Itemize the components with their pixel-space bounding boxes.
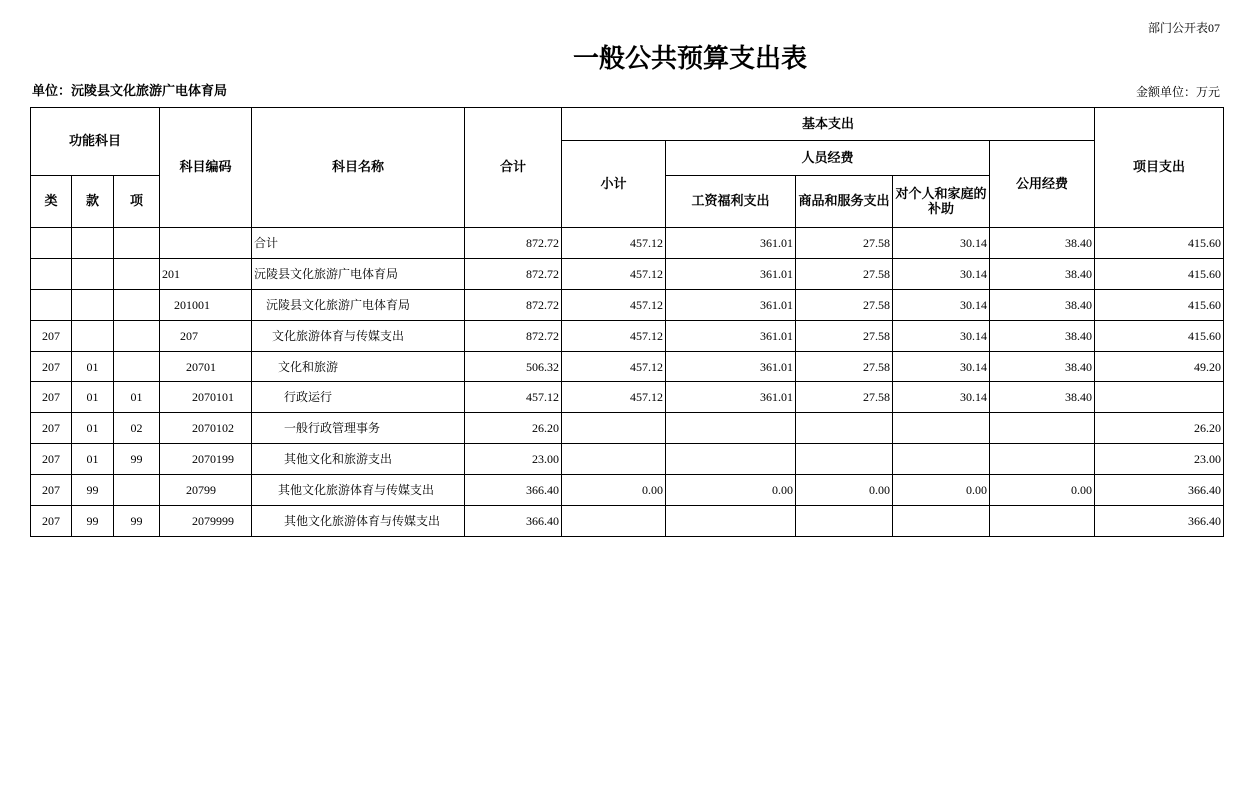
- cell-total: 366.40: [465, 506, 562, 537]
- cell-xiang: [114, 290, 160, 321]
- cell-goods-services: 27.58: [796, 290, 893, 321]
- header-total: 合计: [465, 108, 562, 228]
- header-subject-code: 科目编码: [160, 108, 252, 228]
- cell-xiang: [114, 321, 160, 352]
- cell-public-expenses: 38.40: [990, 228, 1095, 259]
- table-body: [31, 228, 1224, 537]
- header-basic-expenditure: 基本支出: [562, 108, 1095, 141]
- cell-household-subsidy: 30.14: [893, 228, 990, 259]
- cell-project-expenditure: 415.60: [1095, 228, 1224, 259]
- cell-household-subsidy: 0.00: [893, 475, 990, 506]
- cell-wages-welfare: 361.01: [666, 290, 796, 321]
- header-lei: 类: [31, 176, 72, 228]
- header-project-expenditure: 项目支出: [1095, 108, 1224, 228]
- cell-wages-welfare: [666, 444, 796, 475]
- cell-lei: 207: [31, 444, 72, 475]
- cell-xiang: [114, 352, 160, 382]
- cell-kuan: 99: [72, 506, 114, 537]
- cell-public-expenses: 38.40: [990, 321, 1095, 352]
- expenditure-table: [30, 107, 1224, 537]
- cell-total: 872.72: [465, 321, 562, 352]
- header-xiang: 项: [114, 176, 160, 228]
- amount-unit-label: 金额单位：万元: [1135, 85, 1220, 99]
- cell-xiang: [114, 259, 160, 290]
- cell-project-expenditure: 415.60: [1095, 259, 1224, 290]
- cell-public-expenses: 38.40: [990, 382, 1095, 413]
- cell-goods-services: 27.58: [796, 259, 893, 290]
- cell-kuan: 01: [72, 352, 114, 382]
- cell-subject-code: 2079999: [160, 506, 252, 537]
- cell-lei: 207: [31, 413, 72, 444]
- cell-total: 506.32: [465, 352, 562, 382]
- cell-project-expenditure: 366.40: [1095, 506, 1224, 537]
- cell-lei: [31, 290, 72, 321]
- cell-project-expenditure: 49.20: [1095, 352, 1224, 382]
- cell-subject-code: 2070199: [160, 444, 252, 475]
- header-public-expenses: 公用经费: [990, 141, 1095, 228]
- cell-basic-subtotal: 457.12: [562, 352, 666, 382]
- cell-household-subsidy: 30.14: [893, 352, 990, 382]
- cell-basic-subtotal: 457.12: [562, 259, 666, 290]
- cell-subject-code: 20799: [160, 475, 252, 506]
- unit-label: 单位：沅陵县文化旅游广电体育局: [32, 84, 228, 99]
- table-row: [31, 413, 1224, 444]
- cell-subject-name: 沅陵县文化旅游广电体育局: [252, 290, 465, 321]
- cell-household-subsidy: [893, 506, 990, 537]
- cell-project-expenditure: 415.60: [1095, 290, 1224, 321]
- cell-lei: 207: [31, 382, 72, 413]
- header-wages-welfare: 工资福利支出: [666, 176, 796, 228]
- cell-lei: 207: [31, 506, 72, 537]
- cell-subject-name: 其他文化旅游体育与传媒支出: [252, 475, 465, 506]
- cell-subject-name: 合计: [252, 228, 465, 259]
- cell-total: 872.72: [465, 290, 562, 321]
- cell-kuan: 01: [72, 382, 114, 413]
- cell-total: 366.40: [465, 475, 562, 506]
- cell-basic-subtotal: 0.00: [562, 475, 666, 506]
- cell-goods-services: [796, 506, 893, 537]
- cell-kuan: 01: [72, 413, 114, 444]
- cell-public-expenses: [990, 413, 1095, 444]
- cell-total: 872.72: [465, 228, 562, 259]
- cell-total: 26.20: [465, 413, 562, 444]
- table-row: [31, 444, 1224, 475]
- header-goods-services: 商品和服务支出: [796, 176, 893, 228]
- cell-goods-services: 27.58: [796, 321, 893, 352]
- cell-household-subsidy: 30.14: [893, 321, 990, 352]
- cell-goods-services: [796, 413, 893, 444]
- cell-lei: 207: [31, 352, 72, 382]
- form-number-label: 部门公开表07: [1147, 21, 1220, 35]
- table-header: [31, 108, 1224, 228]
- cell-household-subsidy: 30.14: [893, 382, 990, 413]
- cell-basic-subtotal: [562, 444, 666, 475]
- cell-household-subsidy: [893, 413, 990, 444]
- cell-kuan: 99: [72, 475, 114, 506]
- cell-subject-code: [160, 228, 252, 259]
- cell-xiang: 99: [114, 506, 160, 537]
- cell-lei: 207: [31, 475, 72, 506]
- table-row: [31, 382, 1224, 413]
- cell-project-expenditure: [1095, 382, 1224, 413]
- table-row: [31, 228, 1224, 259]
- cell-goods-services: 27.58: [796, 352, 893, 382]
- cell-project-expenditure: 23.00: [1095, 444, 1224, 475]
- cell-kuan: [72, 259, 114, 290]
- cell-subject-name: 行政运行: [252, 382, 465, 413]
- cell-kuan: [72, 321, 114, 352]
- cell-public-expenses: 38.40: [990, 352, 1095, 382]
- table-row: [31, 352, 1224, 382]
- header-personnel-expenses: 人员经费: [666, 141, 990, 176]
- cell-xiang: 99: [114, 444, 160, 475]
- table-row: [31, 506, 1224, 537]
- cell-project-expenditure: 26.20: [1095, 413, 1224, 444]
- cell-lei: [31, 259, 72, 290]
- cell-subject-name: 文化旅游体育与传媒支出: [252, 321, 465, 352]
- cell-lei: 207: [31, 321, 72, 352]
- cell-public-expenses: 38.40: [990, 290, 1095, 321]
- cell-subject-name: 其他文化和旅游支出: [252, 444, 465, 475]
- cell-public-expenses: [990, 506, 1095, 537]
- cell-subject-code: 201: [160, 259, 252, 290]
- cell-goods-services: 27.58: [796, 228, 893, 259]
- cell-goods-services: 0.00: [796, 475, 893, 506]
- cell-lei: [31, 228, 72, 259]
- cell-subject-name: 一般行政管理事务: [252, 413, 465, 444]
- cell-wages-welfare: 361.01: [666, 259, 796, 290]
- cell-basic-subtotal: 457.12: [562, 321, 666, 352]
- cell-wages-welfare: 361.01: [666, 228, 796, 259]
- cell-subject-code: 201001: [160, 290, 252, 321]
- cell-subject-code: 20701: [160, 352, 252, 382]
- cell-wages-welfare: 0.00: [666, 475, 796, 506]
- cell-basic-subtotal: 457.12: [562, 290, 666, 321]
- cell-xiang: 02: [114, 413, 160, 444]
- cell-basic-subtotal: [562, 413, 666, 444]
- header-subject-name: 科目名称: [252, 108, 465, 228]
- cell-basic-subtotal: [562, 506, 666, 537]
- cell-subject-code: 2070101: [160, 382, 252, 413]
- cell-public-expenses: [990, 444, 1095, 475]
- cell-wages-welfare: 361.01: [666, 352, 796, 382]
- cell-wages-welfare: 361.01: [666, 382, 796, 413]
- header-functional-subject: 功能科目: [31, 108, 160, 176]
- cell-household-subsidy: [893, 444, 990, 475]
- cell-kuan: 01: [72, 444, 114, 475]
- cell-subject-name: 文化和旅游: [252, 352, 465, 382]
- cell-wages-welfare: 361.01: [666, 321, 796, 352]
- cell-subject-code: 207: [160, 321, 252, 352]
- cell-xiang: [114, 475, 160, 506]
- table-row: [31, 290, 1224, 321]
- cell-project-expenditure: 415.60: [1095, 321, 1224, 352]
- cell-subject-name: 沅陵县文化旅游广电体育局: [252, 259, 465, 290]
- header-row: [31, 108, 1224, 141]
- cell-basic-subtotal: 457.12: [562, 228, 666, 259]
- cell-subject-code: 2070102: [160, 413, 252, 444]
- header-kuan: 款: [72, 176, 114, 228]
- cell-wages-welfare: [666, 413, 796, 444]
- cell-xiang: 01: [114, 382, 160, 413]
- table-row: [31, 321, 1224, 352]
- header-basic-subtotal: 小计: [562, 141, 666, 228]
- cell-project-expenditure: 366.40: [1095, 475, 1224, 506]
- cell-total: 457.12: [465, 382, 562, 413]
- cell-subject-name: 其他文化旅游体育与传媒支出: [252, 506, 465, 537]
- cell-kuan: [72, 228, 114, 259]
- table-row: [31, 259, 1224, 290]
- cell-goods-services: 27.58: [796, 382, 893, 413]
- cell-household-subsidy: 30.14: [893, 259, 990, 290]
- cell-kuan: [72, 290, 114, 321]
- cell-wages-welfare: [666, 506, 796, 537]
- cell-household-subsidy: 30.14: [893, 290, 990, 321]
- cell-goods-services: [796, 444, 893, 475]
- cell-xiang: [114, 228, 160, 259]
- header-household-subsidy: 对个人和家庭的补助: [893, 176, 990, 228]
- cell-total: 23.00: [465, 444, 562, 475]
- cell-basic-subtotal: 457.12: [562, 382, 666, 413]
- page-title: 一般公共预算支出表: [572, 44, 807, 74]
- table-row: [31, 475, 1224, 506]
- cell-total: 872.72: [465, 259, 562, 290]
- cell-public-expenses: 38.40: [990, 259, 1095, 290]
- cell-public-expenses: 0.00: [990, 475, 1095, 506]
